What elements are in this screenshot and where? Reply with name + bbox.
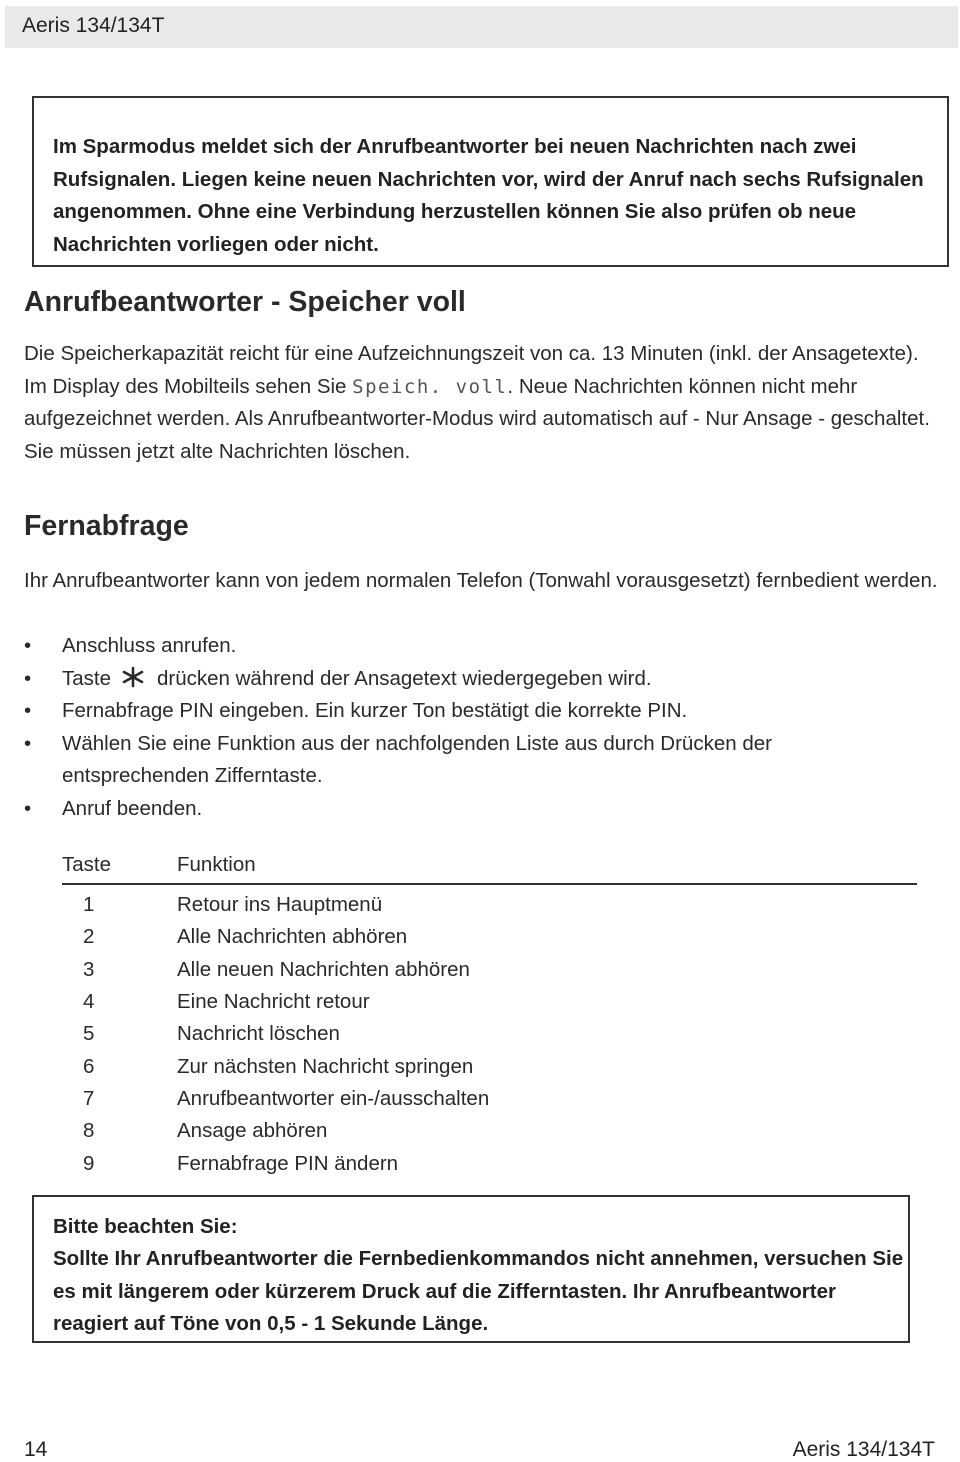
table-row — [62, 1083, 917, 1115]
table-row — [62, 1050, 917, 1082]
function-cell: Fernabfrage PIN ändern — [177, 1151, 399, 1175]
function-cell: Retour ins Hauptmenü — [177, 893, 383, 917]
bullet: • — [24, 666, 32, 690]
key-cell: 2 — [83, 925, 95, 949]
remote-access-intro: Ihr Anrufbeantworter kann von jedem normalen Telefon (Tonwahl vorausgesetzt) fernbedient werden. — [24, 569, 938, 592]
step-text: Fernabfrage PIN eingeben. Ein kurzer Ton bestätigt die korrekte PIN. — [62, 699, 688, 723]
header-funktion: Funktion — [177, 853, 917, 884]
table-row — [62, 884, 917, 921]
sparmodus-note-box — [32, 96, 949, 267]
function-cell: Anrufbeantworter ein-/ausschalten — [177, 1086, 490, 1110]
step-text: Anschluss anrufen. — [62, 634, 237, 657]
header-taste: Taste — [62, 853, 177, 884]
list-item — [24, 793, 924, 826]
function-cell: Eine Nachricht retour — [177, 990, 370, 1014]
key-cell: 9 — [83, 1151, 95, 1175]
page-number: 14 — [24, 1438, 48, 1461]
step-text: Anruf beenden. — [62, 796, 203, 820]
step-text: Taste — [62, 666, 111, 690]
header-title: Aeris 134/134T — [22, 14, 165, 37]
key-cell: 1 — [83, 893, 95, 917]
display-readout: Speich. voll — [352, 375, 508, 398]
table-row — [62, 921, 917, 953]
function-cell: Nachricht löschen — [177, 1022, 340, 1046]
list-item — [24, 630, 924, 663]
notice-text: Sollte Ihr Anrufbeantworter die Fernbedienkommandos nicht annehmen, versuchen Sie es mit längerem oder kürzerem Druck auf die Zifferntasten. Ihr Anrufbeantworter reagiert auf Töne von 0,5 - 1 Sekunde Länge. — [53, 1247, 904, 1335]
function-cell: Zur nächsten Nachricht springen — [177, 1054, 474, 1078]
list-item — [24, 663, 924, 696]
remote-key-table — [62, 853, 917, 1180]
key-cell: 6 — [83, 1054, 95, 1078]
key-cell: 8 — [83, 1119, 95, 1143]
footer-title: Aeris 134/134T — [792, 1438, 935, 1461]
table-row — [62, 1115, 917, 1147]
memory-full-heading: Anrufbeantworter - Speicher voll — [24, 286, 466, 318]
table-header-row — [62, 853, 917, 884]
list-item — [24, 728, 924, 793]
notice-content — [53, 1211, 913, 1340]
bullet: • — [24, 796, 32, 820]
step-text: Wählen Sie eine Funktion aus der nachfolgenden Liste aus durch Drücken der entsprechenden Zifferntaste. — [62, 731, 772, 788]
remote-steps-list — [24, 630, 924, 826]
table-row — [62, 1018, 917, 1050]
table-row — [62, 954, 917, 986]
memory-text-before: Die Speicherkapazität reicht für eine Aufzeichnungszeit von ca. 13 Minuten (inkl. der Ansagetexte). Im Display des Mobilteils sehen Sie — [24, 342, 919, 398]
notice-title: Bitte beachten Sie: — [53, 1215, 238, 1238]
list-item — [24, 695, 924, 728]
notice-box — [32, 1195, 910, 1343]
step-text: drücken während der Ansagetext wiedergegeben wird. — [157, 666, 652, 690]
table-row — [62, 986, 917, 1018]
key-cell: 5 — [83, 1022, 95, 1046]
bullet: • — [24, 634, 32, 657]
function-cell: Alle neuen Nachrichten abhören — [177, 957, 470, 981]
bullet: • — [24, 699, 32, 723]
key-cell: 7 — [83, 1086, 95, 1110]
memory-full-paragraph — [24, 338, 944, 468]
bullet: • — [24, 731, 32, 755]
key-cell: 4 — [83, 990, 95, 1014]
star-key-icon — [121, 666, 145, 688]
remote-access-heading: Fernabfrage — [24, 510, 189, 542]
key-cell: 3 — [83, 957, 95, 981]
function-cell: Alle Nachrichten abhören — [177, 925, 408, 949]
memory-text-after: . Neue Nachrichten können nicht mehr aufgezeichnet werden. Als Anrufbeantworter-Modus wird automatisch auf - Nur Ansage - geschaltet. Sie müssen jetzt alte Nachrichten löschen. — [24, 374, 930, 463]
table-row — [62, 1147, 917, 1179]
sparmodus-note-text: Im Sparmodus meldet sich der Anrufbeantworter bei neuen Nachrichten nach zwei Rufsignalen. Liegen keine neuen Nachrichten vor, wird der Anruf nach sechs Rufsignalen angenommen. Ohne eine Verbindung herzustellen können Sie also prüfen ob neue Nachrichten vorliegen oder nicht. — [53, 135, 924, 256]
function-cell: Ansage abhören — [177, 1119, 328, 1143]
